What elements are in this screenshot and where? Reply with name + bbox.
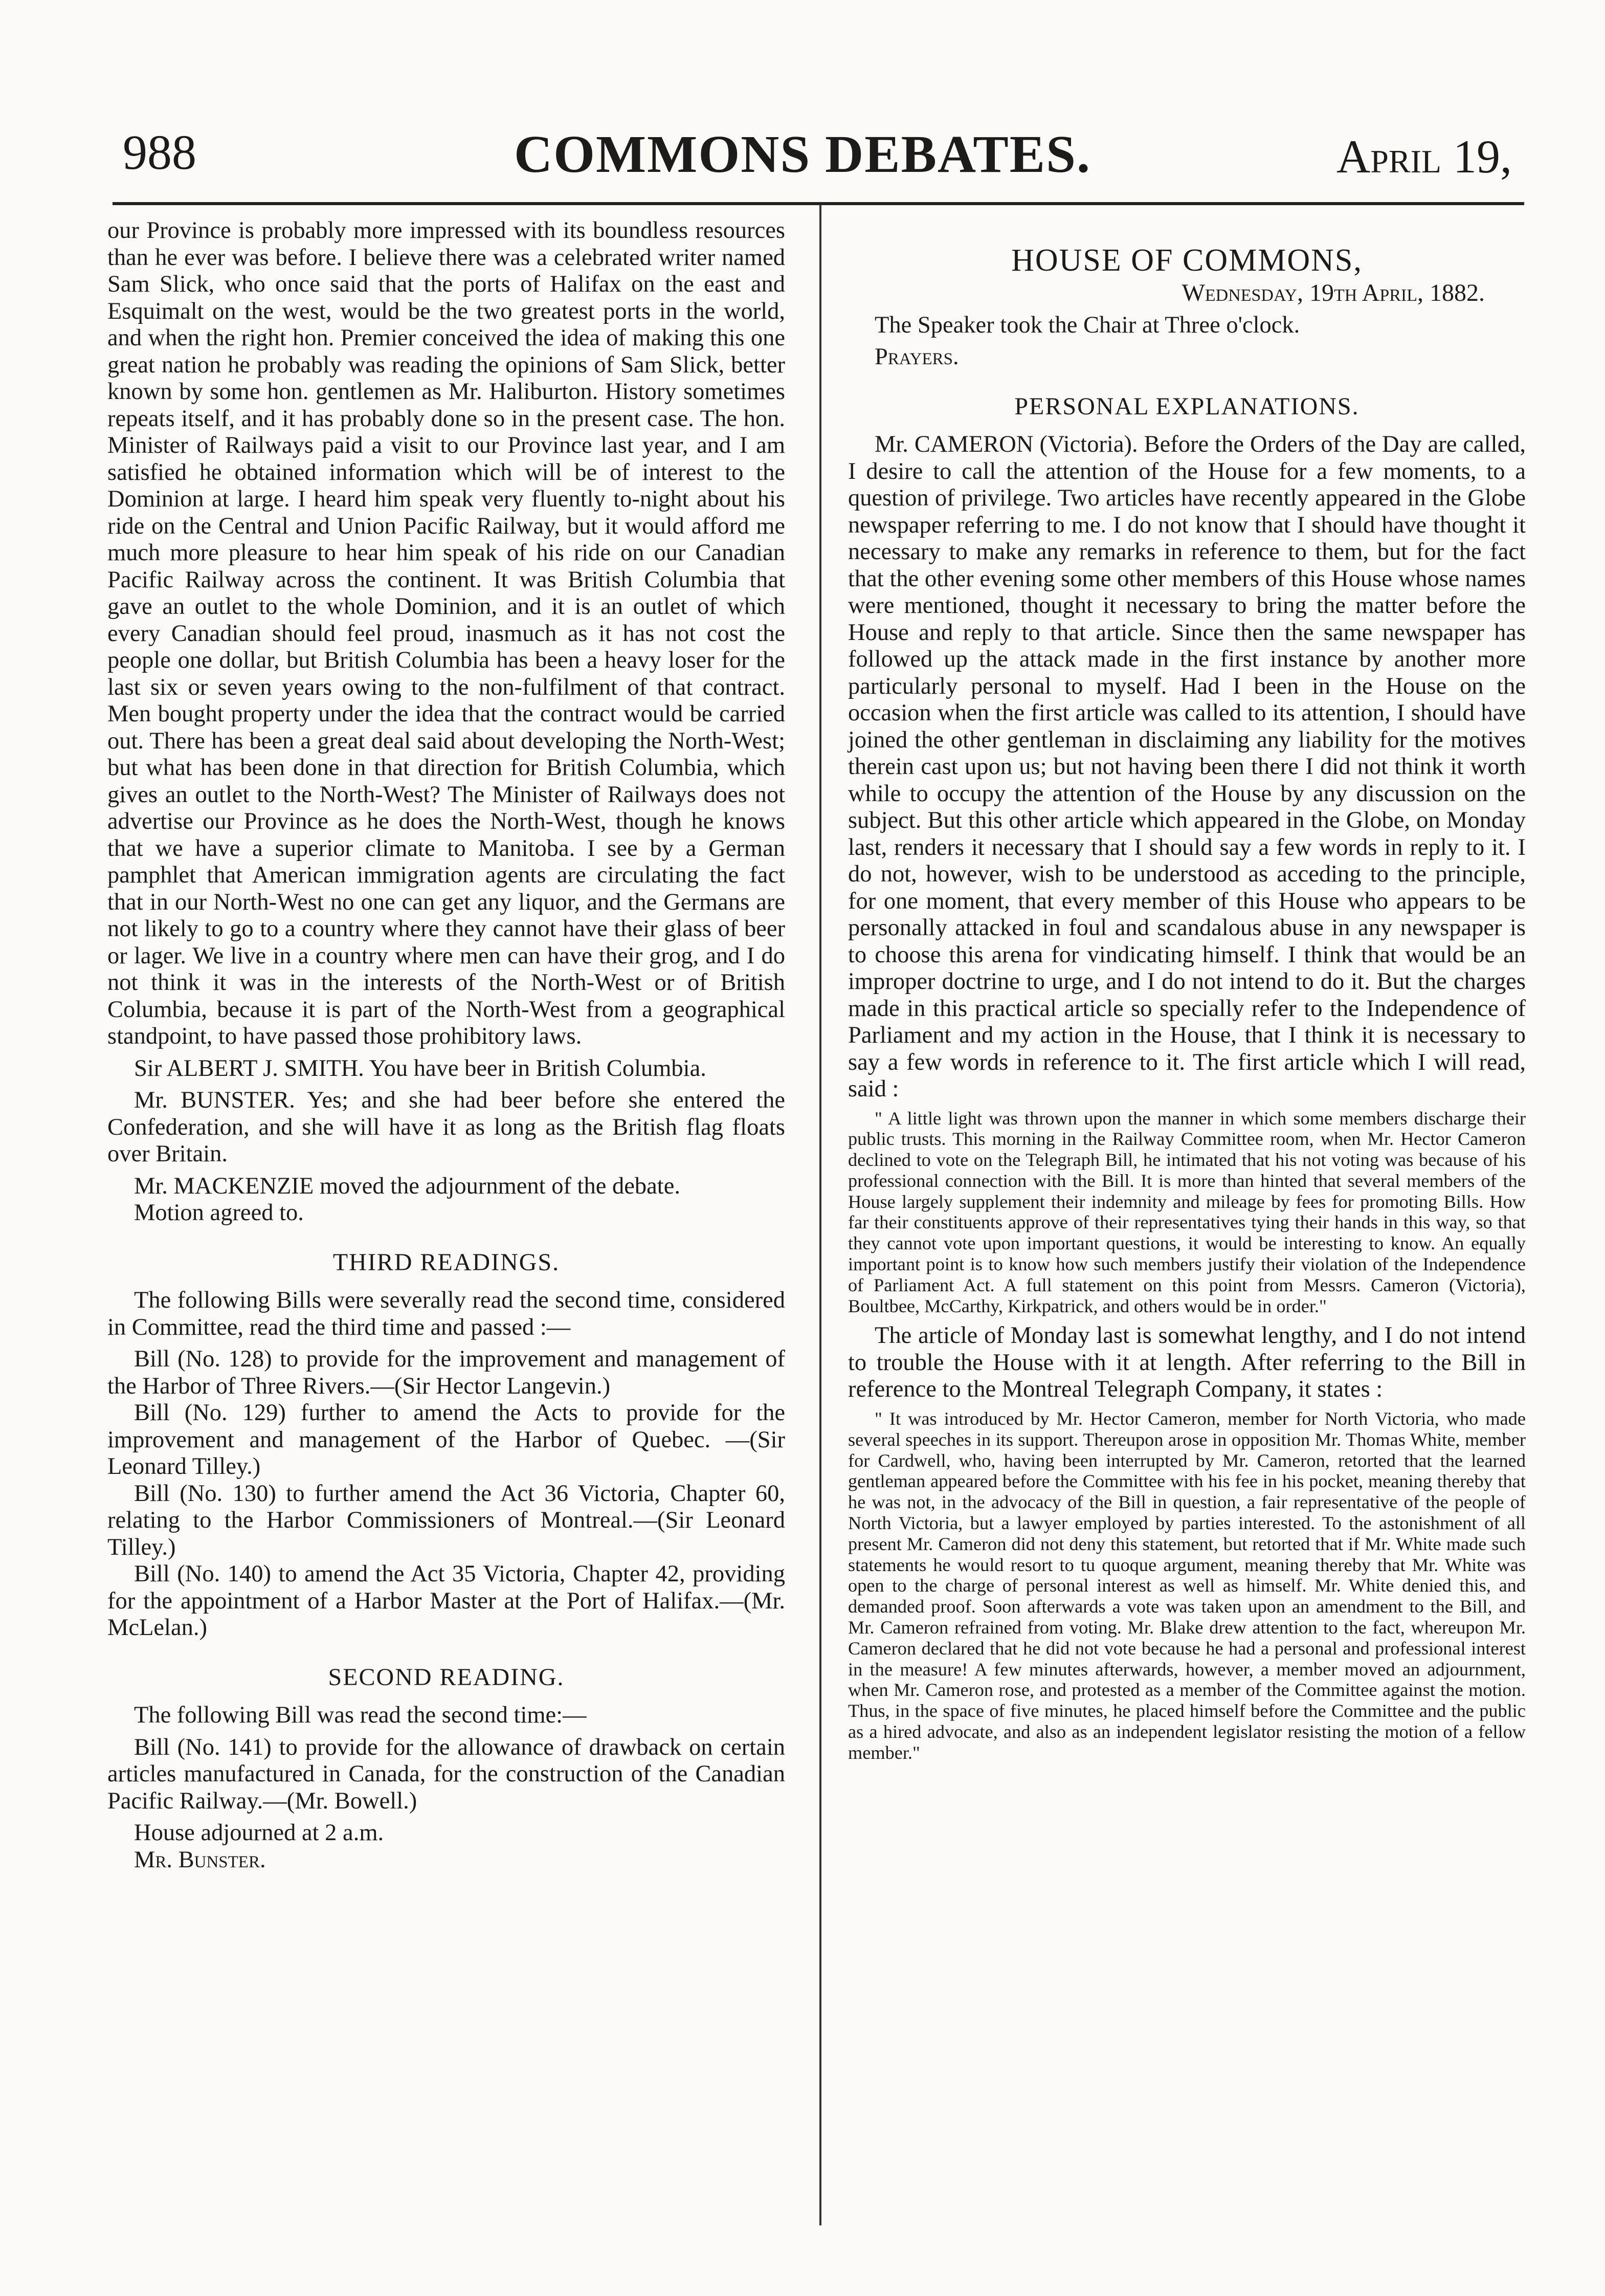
header-date: April 19, — [1336, 130, 1512, 183]
sitting-date: Wednesday, 19th April, 1882. — [1182, 279, 1485, 306]
left-column — [107, 217, 785, 1873]
header-rule — [113, 202, 1524, 205]
paragraph: Bill (No. 130) to further amend the Act 36 Victoria, Chapter 60, relating to the Harbor Commissioners of Montreal.—(Sir Leonard Tilley.) — [107, 1480, 785, 1560]
publication-title: COMMONS DEBATES. — [514, 125, 1091, 184]
paragraph: Bill (No. 128) to provide for the improvement and management of the Harbor of Three Rivers.—(Sir Hector Langevin.) — [107, 1346, 785, 1399]
paragraph: The following Bill was read the second time:— — [134, 1702, 587, 1728]
paragraph: The Speaker took the Chair at Three o'clock. — [875, 312, 1300, 338]
paragraph: The following Bills were severally read the second time, considered in Committee, read the third time and passed :— — [107, 1287, 785, 1340]
house-heading: HOUSE OF COMMONS, — [1011, 243, 1363, 278]
section-heading: THIRD READINGS. — [332, 1248, 560, 1276]
section-heading: PERSONAL EXPLANATIONS. — [1014, 392, 1359, 420]
paragraph: our Province is probably more impressed with its boundless resources than he ever was before. I believe there was a celebrated writer named Sam Slick, who once said that the ports of Halifax on the east and Esquimalt on the west, would be the two greatest ports in the world, and when the right hon. Premier conceived the idea of making this one great nation he probably was reading the opinions of Sam Slick, better known by some hon. gentlemen as Mr. Haliburton. History sometimes repeats itself, and it has probably done so in the present case. The hon. Minister of Railways paid a visit to our Province last year, and I am satisfied he obtained information which will be of interest to the Dominion at large. I heard him speak very fluently to-night about his ride on the Central and Union Pacific Railway, but it would afford me much more pleasure to hear him speak of his ride on our Canadian Pacific Railway across the continent. It was British Columbia that gave an outlet to the whole Dominion, and it is an outlet of which every Canadian should feel proud, inasmuch as it has not cost the people one dollar, but British Columbia has been a heavy loser for the last six or seven years owing to the non-fulfilment of that contract. Men bought property under the idea that the contract would be carried out. There has been a great deal said about developing the North-West; but what has been done in that direction for British Columbia, which gives an outlet to the North-West? The Minister of Railways does not advertise our Province as he does the North-West, though he knows that we have a superior climate to Manitoba. I see by a German pamphlet that American immigration agents are circulating the fact that in our North-West no one can get any liquor, and the Germans are not likely to go to a country where they cannot have their glass of beer or lager. We live in a country where men can have their grog, and I do not think it was in the interests of the North-West or of British Columbia, because it is part of the North-West from a geographical standpoint, to have passed those prohibitory laws. — [107, 217, 785, 1049]
paragraph: Prayers. — [875, 344, 959, 370]
paragraph: Bill (No. 141) to provide for the allowance of drawback on certain articles manufactured in Canada, for the construction of the Canadian Pacific Railway.—(Mr. Bowell.) — [107, 1734, 785, 1814]
quoted-article: " It was introduced by Mr. Hector Cameron, member for North Victoria, who made several speeches in its support. Thereupon arose in opposition Mr. Thomas White, member for Cardwell, who, having been interrupted by Mr. Cameron, retorted that the learned gentleman appeared before the Committee with his fee in his pocket, meaning thereby that he was not, in the advocacy of the Bill in question, a fair representative of the people of North Victoria, but a lawyer employed by parties interested. To the astonishment of all present Mr. Cameron did not deny this statement, but retorted that if Mr. White made such statements he would resort to tu quoque argument, meaning thereby that Mr. White was open to the charge of personal interest as well as himself. Mr. White denied this, and demanded proof. Soon afterwards a vote was taken upon an amendment to the Bill, and Mr. Cameron refrained from voting. Mr. Blake drew attention to the fact, whereupon Mr. Cameron declared that he did not vote because he had a personal and professional interest in the measure! A few minutes afterwards, however, a member moved an adjournment, when Mr. Cameron rose, and protested as a member of the Committee against the motion. Thus, in the space of five minutes, he placed himself before the Committee and the public as a hired advocate, and also as an independent legislator resisting the motion of a fellow member." — [848, 1408, 1526, 1763]
quoted-article: " A little light was thrown upon the manner in which some members discharge their public trusts. This morning in the Railway Committee room, when Mr. Hector Cameron declined to vote on the Telegraph Bill, he intimated that his not voting was because of his professional connection with the Bill. It is more than hinted that several members of the House largely supplement their indemnity and mileage by fees for promoting Bills. How far their constituents approve of their representatives tying their hands in this way, so that they cannot vote upon important questions, it would be interesting to know. An equally important point is to know how such members justify their violation of the Independence of Parliament Act. A full statement on this point from Messrs. Cameron (Victoria), Boultbee, McCarthy, Kirkpatrick, and others would be in order." — [848, 1108, 1526, 1316]
paragraph: Mr. MACKENZIE moved the adjournment of the debate. — [134, 1173, 680, 1199]
paragraph: Sir ALBERT J. SMITH. You have beer in British Columbia. — [134, 1055, 706, 1081]
page-number: 988 — [123, 125, 196, 180]
paragraph: Mr. CAMERON (Victoria). Before the Orders of the Day are called, I desire to call the attention of the House for a few moments, to a question of privilege. Two articles have recently appeared in the Globe newspaper referring to me. I do not know that I should have thought it necessary to make any remarks in reference to them, but for the fact that the other evening some other members of this House whose names were mentioned, thought it necessary to bring the matter before the House and reply to that article. Since then the same newspaper has followed up the attack made in the first instance by another more particularly personal to myself. Had I been in the House on the occasion when the first article was called to its attention, I should have joined the other gentleman in disclaiming any liability for the motives therein cast upon us; but not having been there I did not think it worth while to occupy the attention of the House by any discussion on the subject. But this other article which appeared in the Globe, on Monday last, renders it necessary that I should say a few words in reply to it. I do not, however, wish to be understood as acceding to the principle, for one moment, that every member of this House who appears to be personally attacked in foul and scandalous abuse in any newspaper is to choose this arena for vindicating himself. I think that would be an improper doctrine to urge, and I do not intend to do it. But the charges made in this practical article so specially refer to the Independence of Parliament and my action in the House, that I think it is necessary to say a few words in reference to it. The first article which I will read, said : — [848, 431, 1526, 1102]
page-header — [0, 0, 1605, 215]
column-divider — [819, 205, 821, 2225]
paragraph: House adjourned at 2 a.m. — [134, 1820, 384, 1846]
section-heading: SECOND READING. — [328, 1663, 565, 1691]
paragraph: Mr. Bunster. — [134, 1846, 266, 1873]
paragraph: Bill (No. 140) to amend the Act 35 Victoria, Chapter 42, providing for the appointment of a Harbor Master at the Port of Halifax.—(Mr. McLelan.) — [107, 1561, 785, 1641]
right-column — [848, 217, 1526, 1770]
paragraph: Mr. BUNSTER. Yes; and she had beer before she entered the Confederation, and she will have it as long as the British flag floats over Britain. — [107, 1087, 785, 1167]
paragraph: Motion agreed to. — [134, 1200, 304, 1226]
paragraph: The article of Monday last is somewhat lengthy, and I do not intend to trouble the House with it at length. After referring to the Bill in reference to the Montreal Telegraph Company, it states : — [848, 1322, 1526, 1403]
paragraph: Bill (No. 129) further to amend the Acts to provide for the improvement and management of the Harbor of Quebec. —(Sir Leonard Tilley.) — [107, 1400, 785, 1480]
